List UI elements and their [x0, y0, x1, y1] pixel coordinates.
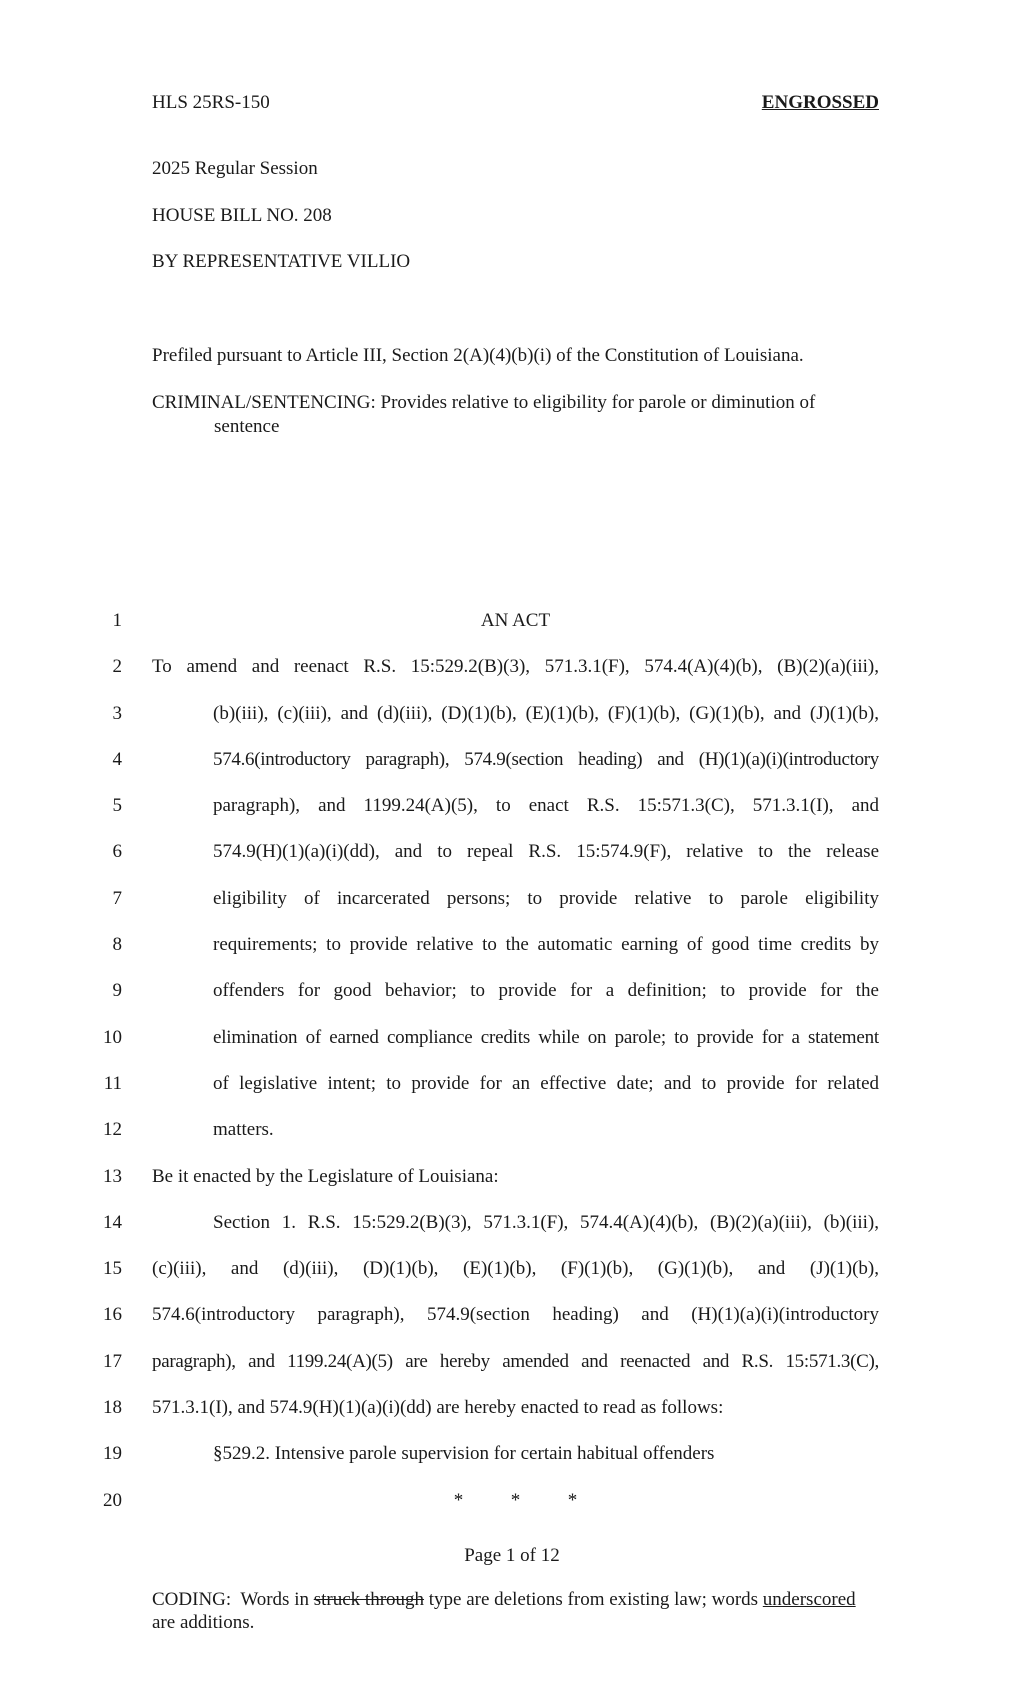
bill-line [0, 827, 1024, 873]
line-text: requirements; to provide relative to the automatic earning of good time credits by [213, 934, 879, 956]
line-text: elimination of earned compliance credits while on parole; to provide for a statement [213, 1026, 879, 1048]
coding-struck-example: struck through [313, 1589, 425, 1610]
bill-line [0, 874, 1024, 920]
line-number: 13 [103, 1165, 122, 1187]
line-text: (b)(iii), (c)(iii), and (d)(iii), (D)(1)(b), (E)(1)(b), (F)(1)(b), (G)(1)(b), and (J)(1)(b), [213, 702, 879, 724]
bill-author: BY REPRESENTATIVE VILLIO [152, 251, 411, 272]
line-number: 6 [112, 841, 122, 863]
line-number: 15 [103, 1258, 122, 1280]
coding-suffix: are additions. [152, 1612, 255, 1633]
bill-line [0, 689, 1024, 735]
bill-line [0, 1152, 1024, 1198]
bill-line [0, 1476, 1024, 1522]
omission-stars: * * * [453, 1489, 578, 1511]
line-text: 574.6(introductory paragraph), 574.9(section heading) and (H)(1)(a)(i)(introductory [152, 1304, 879, 1326]
coding-legend [152, 1588, 879, 1634]
line-number: 1 [112, 610, 122, 631]
line-text: 574.6(introductory paragraph), 574.9(section heading) and (H)(1)(a)(i)(introductory [213, 748, 879, 770]
bill-line [0, 1429, 1024, 1475]
bill-number: HOUSE BILL NO. 208 [152, 205, 332, 226]
bill-line [0, 1244, 1024, 1290]
bill-line [0, 966, 1024, 1012]
coding-prefix: CODING: Words in [152, 1589, 314, 1610]
line-number: 2 [112, 656, 122, 678]
status-label: ENGROSSED [761, 92, 879, 113]
bill-line [0, 781, 1024, 827]
bill-line [0, 642, 1024, 688]
line-number: 7 [112, 887, 122, 909]
line-number: 10 [103, 1026, 122, 1048]
bill-line [0, 1290, 1024, 1336]
prefiled-statement: Prefiled pursuant to Article III, Section 2(A)(4)(b)(i) of the Constitution of Louisiana. [152, 345, 804, 366]
digest-summary [152, 391, 879, 439]
line-number: 11 [103, 1072, 122, 1094]
bill-text [0, 596, 1024, 1522]
bill-line [0, 1013, 1024, 1059]
line-text: eligibility of incarcerated persons; to provide relative to parole eligibility [213, 887, 879, 909]
coding-mid: type are deletions from existing law; words [424, 1589, 763, 1610]
line-text: offenders for good behavior; to provide for a definition; to provide for the [213, 980, 879, 1002]
line-text: (c)(iii), and (d)(iii), (D)(1)(b), (E)(1)(b), (F)(1)(b), (G)(1)(b), and (J)(1)(b), [152, 1258, 879, 1280]
bill-line [0, 735, 1024, 781]
line-text: 571.3.1(I), and 574.9(H)(1)(a)(i)(dd) are hereby enacted to read as follows: [152, 1397, 724, 1419]
line-number: 3 [112, 702, 122, 724]
enacting-clause: Be it enacted by the Legislature of Louisiana: [152, 1165, 499, 1187]
bill-line [0, 1105, 1024, 1151]
session-label: 2025 Regular Session [152, 158, 318, 179]
digest-line-2: sentence [214, 416, 280, 437]
act-title: AN ACT [480, 610, 551, 631]
line-text: 574.9(H)(1)(a)(i)(dd), and to repeal R.S. 15:574.9(F), relative to the release [213, 841, 879, 863]
section-heading: §529.2. Intensive parole supervision for certain habitual offenders [213, 1443, 715, 1465]
coding-underscored-example: underscored [762, 1589, 856, 1610]
line-number: 8 [112, 934, 122, 956]
line-text: paragraph), and 1199.24(A)(5) are hereby amended and reenacted and R.S. 15:571.3(C), [152, 1350, 879, 1372]
line-number: 5 [112, 795, 122, 817]
digest-line-1: CRIMINAL/SENTENCING: Provides relative to eligibility for parole or diminution of [152, 392, 816, 413]
line-number: 12 [103, 1119, 122, 1141]
line-number: 17 [103, 1350, 122, 1372]
bill-line [0, 596, 1024, 642]
line-text: matters. [213, 1119, 274, 1141]
line-number: 9 [112, 980, 122, 1002]
bill-line [0, 1383, 1024, 1429]
bill-id: HLS 25RS-150 [152, 92, 270, 113]
line-text: To amend and reenact R.S. 15:529.2(B)(3), 571.3.1(F), 574.4(A)(4)(b), (B)(2)(a)(iii), [152, 656, 879, 678]
line-number: 19 [103, 1443, 122, 1465]
line-text: Section 1. R.S. 15:529.2(B)(3), 571.3.1(F), 574.4(A)(4)(b), (B)(2)(a)(iii), (b)(iii), [213, 1211, 879, 1233]
line-number: 20 [103, 1489, 122, 1511]
page-number: Page 1 of 12 [464, 1545, 560, 1566]
line-text: paragraph), and 1199.24(A)(5), to enact R.S. 15:571.3(C), 571.3.1(I), and [213, 795, 879, 817]
line-number: 14 [103, 1211, 122, 1233]
line-number: 4 [112, 748, 122, 770]
line-text: of legislative intent; to provide for an effective date; and to provide for related [213, 1072, 879, 1094]
bill-line [0, 1198, 1024, 1244]
line-number: 18 [103, 1397, 122, 1419]
bill-line [0, 1059, 1024, 1105]
line-number: 16 [103, 1304, 122, 1326]
bill-line [0, 1337, 1024, 1383]
bill-line [0, 920, 1024, 966]
